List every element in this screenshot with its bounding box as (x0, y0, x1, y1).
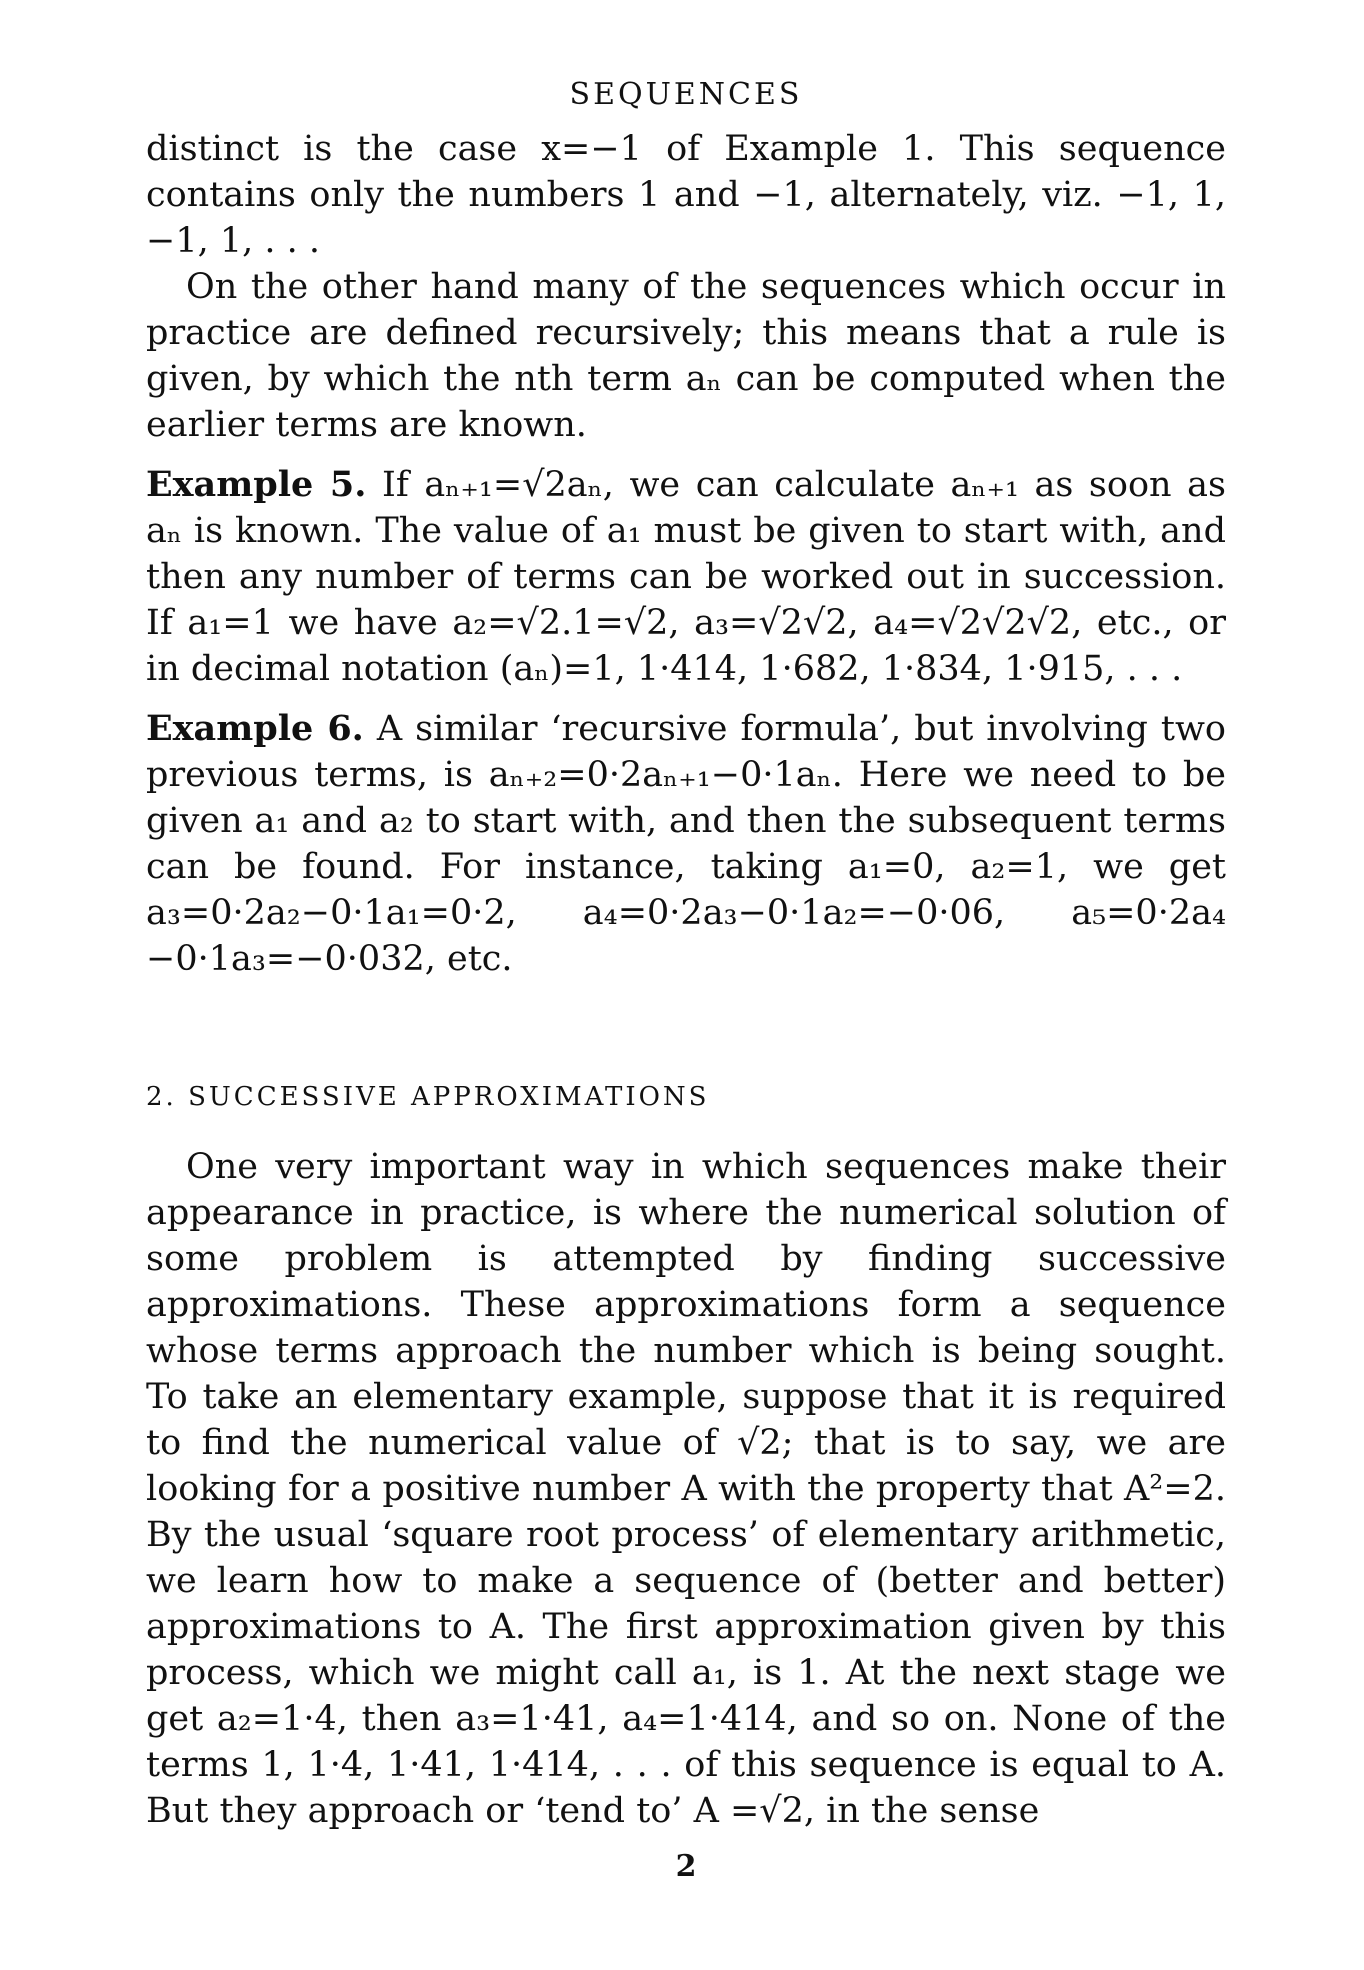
example-5 (146, 462, 1226, 692)
example-5-text: If aₙ₊₁=√2aₙ, we can calculate aₙ₊₁ as soon as aₙ is known. The value of a₁ must be given to start with, and then any number of terms can be worked out in succession. If a₁=1 we have a₂=√2.1=√2, a₃=√2√2, a₄=√2√2√2, etc., or in decimal notation (aₙ)=1, 1·414, 1·682, 1·834, 1·915, . . . (146, 465, 1226, 689)
paragraph-approximations: One very important way in which sequences make their appearance in practice, is where the numerical solution of some problem is attempted by finding successive approximations. These approximations form a sequence whose terms approach the number which is being sought. To take an elementary example, suppose that it is required to find the numerical value of √2; that is to say, we are looking for a positive number A with the property that A²=2. By the usual ‘square root process’ of elementary arithmetic, we learn how to make a sequence of (better and better) approximations to A. The first approximation given by this process, which we might call a₁, is 1. At the next stage we get a₂=1·4, then a₃=1·41, a₄=1·414, and so on. None of the terms 1, 1·4, 1·41, 1·414, . . . of this sequence is equal to A. But they approach or ‘tend to’ A =√2, in the sense (146, 1147, 1226, 1831)
running-head: SEQUENCES (569, 77, 803, 112)
paragraph-recursive-definition: On the other hand many of the sequences which occur in practice are defined recursively; this means that a rule is given, by which the nth term aₙ can be computed when the earlier terms are known. (146, 267, 1226, 445)
example-6-label: Example 6. (146, 708, 364, 749)
example-6-text: A similar ‘recursive formula’, but involving two previous terms, is aₙ₊₂=0·2aₙ₊₁−0·1aₙ. Here we need to be given a₁ and a₂ to start with, and then the subsequent terms can be found. For instance, taking a₁=0, a₂=1, we get a₃=0·2a₂−0·1a₁=0·2, a₄=0·2a₃−0·1a₂=−0·06, a₅=0·2a₄ −0·1a₃=−0·032, etc. (146, 709, 1226, 979)
paragraph-continuation: distinct is the case x=−1 of Example 1. This sequence contains only the numbers 1 and −1, alternately, viz. −1, 1, −1, 1, . . . (146, 129, 1226, 261)
page-number: 2 (675, 1849, 697, 1884)
example-6 (146, 706, 1226, 982)
section-heading: 2. SUCCESSIVE APPROXIMATIONS (146, 1082, 710, 1112)
book-page (146, 72, 1226, 1890)
example-5-label: Example 5. (146, 464, 367, 505)
